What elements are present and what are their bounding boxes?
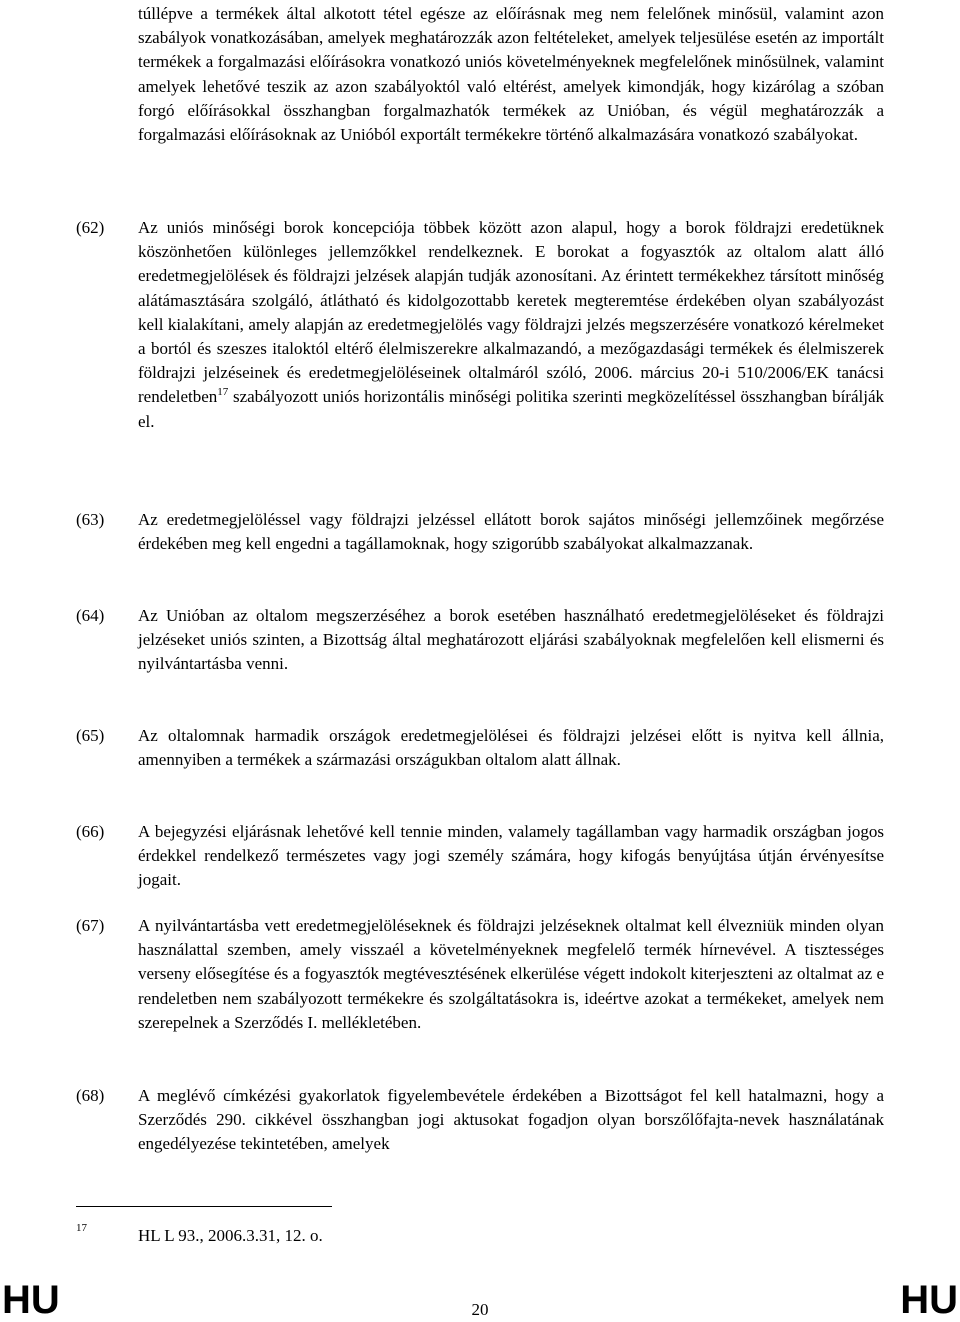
paragraph-number: (64)	[76, 606, 105, 625]
paragraph-number: (62)	[76, 218, 105, 237]
paragraph-number: (66)	[76, 822, 105, 841]
paragraph-text: Az Unióban az oltalom megszerzéséhez a borok esetében használható eredetmegjelöléseket és földrajzi jelzéseket uniós szinten, a Bizottság által meghatározott eljárási szabályoknak megfelelően kell elismerni és nyilvántartásba venni.	[138, 606, 884, 674]
paragraph-text: Az eredetmegjelöléssel vagy földrajzi jelzéssel ellátott borok sajátos minőségi jellemzőinek megőrzése érdekében meg kell engedni a tagállamoknak, hogy szigorúbb szabályokat alkalmazzanak.	[138, 510, 884, 554]
paragraph-number: (63)	[76, 510, 105, 529]
footnote-number: 17	[76, 1222, 87, 1234]
continuation-paragraph: túllépve a termékek által alkotott tétel egésze az előírásnak meg nem felelőnek minősül, valamint azon szabályok vonatkozásában, amelyek meghatározzák azon feltételeket, amelyek teljesülése esetén az importált termékek a forgalmazási előírásokra vonatkozó uniós követelményeknek megfelelőnek minősülnek, valamint amelyek lehetővé teszik az azon szabályoktól való eltérést, amelyek kimondják, hogy kizárólag a szóban forgó előírásokkal összhangban forgalmazhatók termékek az Unióban, és végül meghatározzák a forgalmazási előírásoknak az Unióból exportált termékekre történő alkalmazására vonatkozó szabályokat.	[138, 4, 884, 145]
paragraph-text: A bejegyzési eljárásnak lehetővé kell tennie minden, valamely tagállamban vagy harmadik országban jogos érdekkel rendelkező természetes vagy jogi személy számára, hogy kifogás benyújtása útján érvényesítse jogait.	[138, 822, 884, 890]
page-number: 20	[471, 1300, 489, 1319]
paragraph-text: A meglévő címkézési gyakorlatok figyelembevétele érdekében a Bizottságot fel kell hatalmazni, hogy a Szerződés 290. cikkével összhangban jogi aktusokat fogadjon olyan borszőlőfajta-nevek használatának engedélyezése tekintetében, amelyek	[138, 1086, 884, 1154]
footnote-reference[interactable]: 17	[217, 386, 229, 399]
paragraph-text-part: szabályozott uniós horizontális minőségi politika szerinti megközelítéssel összhangban bírálják el.	[138, 387, 884, 431]
paragraph-number: (65)	[76, 726, 105, 745]
footnote-divider	[76, 1206, 332, 1207]
paragraph-text-part: Az uniós minőségi borok koncepciója többek között azon alapul, hogy a borok földrajzi eredetüknek köszönhetően különleges jellemzőkkel rendelkeznek. E borokat a fogyasztók az oltalom alatt álló eredetmegjelölések és földrajzi jelzések alapján tudják azonosítani. Az érintett termékekhez társított minőség alátámasztására szolgáló, átlátható és kidolgozottabb keretek megteremtése érdekében olyan szabályozást kell kialakítani, amely alapján az eredetmegjelölés vagy földrajzi jelzés megszerzésére vonatkozó kérelmeket a bortól és szeszes italoktól eltérő élelmiszerekre alkalmazandó, a mezőgazdasági termékek és élelmiszerek földrajzi jelzéseinek és eredetmegjelöléseinek oltalmáról szóló, 2006. március 20-i 510/2006/EK tanácsi rendeletben	[138, 218, 884, 407]
footnote-text: HL L 93., 2006.3.31, 12. o.	[138, 1226, 323, 1245]
paragraph-text: Az oltalomnak harmadik országok eredetmegjelölései és földrajzi jelzései előtt is nyitva kell állnia, amennyiben a termékek a származási országukban oltalom alatt állnak.	[138, 726, 884, 770]
paragraph-number: (68)	[76, 1086, 105, 1105]
language-code-left: HU	[2, 1278, 60, 1322]
language-code-right: HU	[900, 1278, 958, 1322]
paragraph-text: A nyilvántartásba vett eredetmegjelöléseknek és földrajzi jelzéseknek oltalmat kell élvezniük minden olyan használattal szemben, amely visszaél a követelményeknek megfelelő termék hírnevével. A tisztességes verseny elősegítése és a fogyasztók megtévesztésének elkerülése végett indokolt kiterjeszteni az oltalmat az e rendeletben nem szabályozott termékekre és szolgáltatásokra is, ideértve azokat a termékeket, amelyek nem szerepelnek a Szerződés I. mellékletében.	[138, 916, 884, 1032]
paragraph-number: (67)	[76, 916, 105, 935]
paragraph-text	[138, 216, 884, 434]
